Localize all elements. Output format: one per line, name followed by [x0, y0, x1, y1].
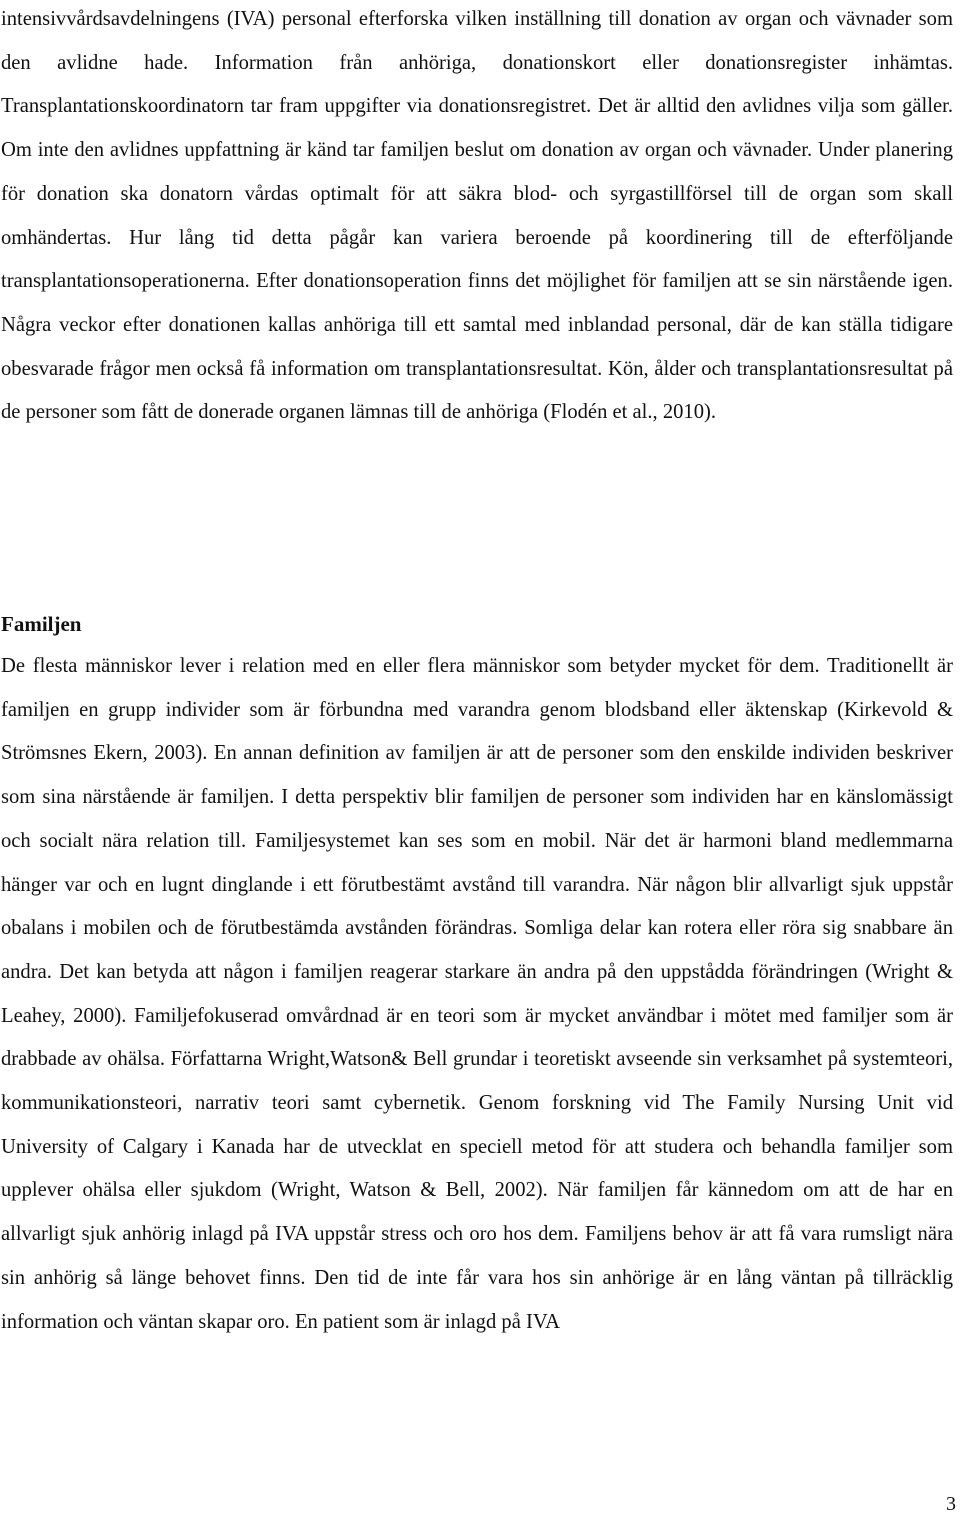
page-number: 3 — [946, 1493, 956, 1515]
paragraph-family: De flesta människor lever i relation med en eller flera människor som betyder mycket för dem. Traditionellt är familjen en grupp individer som är förbundna med varandra genom blodsband eller äktenskap (Kirkevold & Strömsnes Ekern, 2003). En annan definition av familjen är att de personer som den enskilde individen beskriver som sina närstående är familjen. I detta perspektiv blir familjen de personer som individen har en känslomässigt och socialt nära relation till. Familjesystemet kan ses som en mobil. När det är harmoni bland medlemmarna hänger var och en lugnt dinglande i ett förutbestämt avstånd till varandra. När någon blir allvarligt sjuk uppstår obalans i mobilen och de förutbestämda avstånden förändras. Somliga delar kan rotera eller röra sig snabbare än andra. Det kan betyda att någon i familjen reagerar starkare än andra på den uppstådda förändringen (Wright & Leahey, 2000). Familjefokuserad omvårdnad är en teori som är mycket användbar i mötet med familjer som är drabbade av ohälsa. Författarna Wright,Watson& Bell grundar i teoretiskt avseende sin verksamhet på systemteori, kommunikationsteori, narrativ teori samt cybernetik. Genom forskning vid The Family Nursing Unit vid University of Calgary i Kanada har de utvecklat en speciell metod för att studera och behandla familjer som upplever ohälsa eller sjukdom (Wright, Watson & Bell, 2002). När familjen får kännedom om att de har en allvarligt sjuk anhörig inlagd på IVA uppstår stress och oro hos dem. Familjens behov är att få vara rumsligt nära sin anhörig så länge behovet finns. Den tid de inte får vara hos sin anhörige är en lång väntan på tillräcklig information och väntan skapar oro. En patient som är inlagd på IVA — [1, 655, 953, 1333]
paragraph-donation-process: intensivvårdsavdelningens (IVA) personal efterforska vilken inställning till donation av organ och vävnader som den avlidne hade. Information från anhöriga, donationskort eller donationsregister inhämtas. Transplantationskoordinatorn tar fram uppgifter via donationsregistret. Det är alltid den avlidnes vilja som gäller. Om inte den avlidnes uppfattning är känd tar familjen beslut om donation av organ och vävnader. Under planering för donation ska donatorn vårdas optimalt för att säkra blod- och syrgastillförsel till de organ som skall omhändertas. Hur lång tid detta pågår kan variera beroende på koordinering till de efterföljande transplantationsoperationerna. Efter donationsoperation finns det möjlighet för familjen att se sin närstående igen. Några veckor efter donationen kallas anhöriga till ett samtal med inblandad personal, där de kan ställa tidigare obesvarade frågor men också få information om transplantationsresultat. Kön, ålder och transplantationsresultat på de personer som fått de donerade organen lämnas till de anhöriga (Flodén et al., 2010). — [1, 8, 953, 424]
section-heading-familjen: Familjen — [1, 612, 82, 636]
